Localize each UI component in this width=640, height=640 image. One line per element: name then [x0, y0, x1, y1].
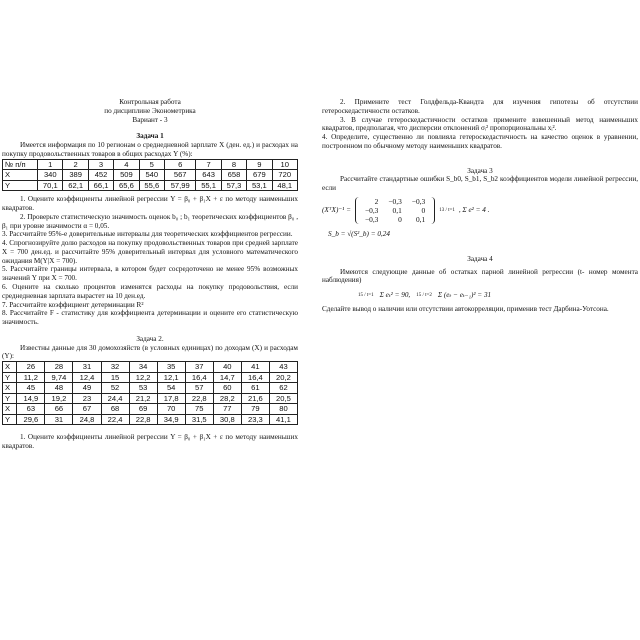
- table-row: [3, 170, 298, 181]
- table-cell: 15: [101, 372, 129, 383]
- task3-matrix-lhs: (XᵀX)⁻¹ =: [322, 206, 351, 215]
- table-cell: 66,1: [88, 180, 113, 191]
- task1-item-1: 1. Оцените коэффициенты линейной регрессии Y = β₀ + β₁X + ε по методу наименьших квадратов.: [2, 195, 298, 212]
- task2-item-2: 2. Примените тест Голдфельда-Квандта для изучения гипотезы об отсутствии гетероскедастичности остатков.: [322, 98, 638, 115]
- table-cell: 3: [88, 159, 113, 170]
- table-cell: 12,2: [129, 372, 157, 383]
- left-column: [2, 98, 298, 451]
- table-cell: 23,3: [241, 414, 269, 425]
- table-cell: 41,1: [269, 414, 297, 425]
- table-cell: 12,4: [73, 372, 101, 383]
- matrix-cell: 0,1: [392, 206, 402, 216]
- table-cell: 16,4: [241, 372, 269, 383]
- table-cell: 61: [241, 383, 269, 394]
- table-cell: 17,8: [157, 393, 185, 404]
- table-cell: X: [3, 170, 38, 181]
- table-cell: 31,5: [185, 414, 213, 425]
- matrix-cell: −0,3: [364, 215, 379, 225]
- table-cell: 34,9: [157, 414, 185, 425]
- table-row: [3, 159, 298, 170]
- table-row: [3, 404, 298, 415]
- table-cell: 65,6: [114, 180, 139, 191]
- table-cell: 49: [73, 383, 101, 394]
- task4-conclusion: Сделайте вывод о наличии или отсутствии автокорреляции, применив тест Дарбина-Уотсона.: [322, 305, 609, 314]
- table-cell: 8: [221, 159, 246, 170]
- formula1-limits: 15 / t=1: [358, 292, 374, 298]
- task1-item-6: 6. Оцените на сколько процентов изменятся расходы на покупку продовольствия, если среднедневная зарплата вырастет на 10 ден.ед.: [2, 283, 298, 300]
- task2-item-4: 4. Определите, существенно ли повлияла гетероскедастичность на качество оценок в уравнении, построенном по обычному методу наименьших квадратов.: [322, 133, 638, 150]
- table-cell: 26: [17, 362, 45, 373]
- table-cell: 679: [247, 170, 272, 181]
- table-cell: 54: [157, 383, 185, 394]
- task2-intro: Известны данные для 30 домохозяйств (в условных единицах) по доходам (X) и расходам (Y):: [2, 343, 298, 361]
- matrix-cell: 0,1: [415, 215, 426, 225]
- table-cell: 67: [73, 404, 101, 415]
- doc-title: Контрольная работа: [119, 98, 181, 106]
- formula2-limits: 15 / t=2: [416, 292, 432, 298]
- table-cell: 80: [269, 404, 297, 415]
- table-row: [3, 393, 298, 404]
- table-cell: 658: [221, 170, 246, 181]
- table-cell: № п/п: [3, 159, 38, 170]
- table-cell: 57: [185, 383, 213, 394]
- table-cell: 1: [38, 159, 63, 170]
- table-cell: 28: [45, 362, 73, 373]
- task3-sum-limits: [439, 208, 455, 214]
- table-row: [3, 180, 298, 191]
- table-cell: 20,5: [269, 393, 297, 404]
- table-cell: X: [3, 362, 17, 373]
- table-cell: 70: [157, 404, 185, 415]
- table-row: [3, 383, 298, 394]
- table-cell: X: [3, 383, 17, 394]
- table-cell: 19,2: [45, 393, 73, 404]
- task1-title: Задача 1: [136, 132, 164, 141]
- task4-text: Имеются следующие данные об остатках парной линейной регрессии (t- номер момента наблюдения): [322, 267, 638, 285]
- task2-item-3: 3. В случае гетероскедастичности остатков примените взвешенный метод наименьших квадратов, предполагая, что дисперсии отклонений σᵢ² пропорциональны xᵢ².: [322, 115, 638, 133]
- task3-sum: , Σ e² = 4 .: [458, 206, 490, 215]
- table-cell: 10: [272, 159, 297, 170]
- table-cell: 77: [213, 404, 241, 415]
- table-cell: 4: [114, 159, 139, 170]
- table-cell: 21,6: [241, 393, 269, 404]
- table-cell: 52: [101, 383, 129, 394]
- table-cell: 31: [73, 362, 101, 373]
- task1-item-4: 4. Спрогнозируйте долю расходов на покупку продовольственных товаров при средней зарплате X = 700 ден.ед. и рассчитайте 95% доверительный интервал для условного математического ожидания M(Y|X = 700).: [2, 239, 298, 265]
- task1-item-7: 7. Рассчитайте коэффициент детерминации R²: [2, 300, 144, 309]
- task3-matrix: [355, 197, 435, 224]
- matrix-cell: 0: [398, 215, 402, 225]
- table-cell: 69: [129, 404, 157, 415]
- table-cell: 9: [247, 159, 272, 170]
- doc-discipline: по дисциплине Эконометрика: [104, 106, 196, 115]
- table-row: [3, 362, 298, 373]
- table-cell: 30,8: [213, 414, 241, 425]
- matrix-cell: −0,3: [388, 197, 402, 207]
- table-cell: 28,2: [213, 393, 241, 404]
- table-cell: 22,4: [101, 414, 129, 425]
- table-cell: Y: [3, 414, 17, 425]
- table-row: [3, 372, 298, 383]
- task2-title: Задача 2.: [136, 334, 164, 343]
- table-cell: 29,6: [17, 414, 45, 425]
- table-cell: Y: [3, 372, 17, 383]
- task1-item-3: 3. Рассчитайте 95%-е доверительные интервалы для теоретических коэффициентов регрессии.: [2, 230, 293, 239]
- task3-title: Задача 3: [467, 166, 493, 175]
- table-cell: 62,1: [63, 180, 88, 191]
- table-cell: 7: [196, 159, 221, 170]
- table-cell: 45: [17, 383, 45, 394]
- table-cell: 11,2: [17, 372, 45, 383]
- table-cell: 40: [213, 362, 241, 373]
- table-cell: Y: [3, 180, 38, 191]
- table-cell: 540: [139, 170, 164, 181]
- right-column: [322, 98, 638, 314]
- table-cell: 509: [114, 170, 139, 181]
- task3-sbe: S_b = √(S²_b) = 0,24: [328, 230, 390, 239]
- task4-formulas: [322, 291, 638, 300]
- table-row: [3, 414, 298, 425]
- table-cell: 452: [88, 170, 113, 181]
- table-cell: 48,1: [272, 180, 297, 191]
- table-cell: 53: [129, 383, 157, 394]
- table-cell: 9,74: [45, 372, 73, 383]
- table-cell: 68: [101, 404, 129, 415]
- task2-table: [2, 361, 298, 425]
- table-cell: 53,1: [247, 180, 272, 191]
- table-cell: 79: [241, 404, 269, 415]
- table-cell: 23: [73, 393, 101, 404]
- table-cell: 55,1: [196, 180, 221, 191]
- task2-item-1: 1. Оцените коэффициенты линейной регрессии Y = β₀ + β₁X + ε по методу наименьших квадратов.: [2, 433, 298, 451]
- table-cell: 57,3: [221, 180, 246, 191]
- table-cell: X: [3, 404, 17, 415]
- table-cell: 48: [45, 383, 73, 394]
- table-cell: 21,2: [129, 393, 157, 404]
- table-cell: 720: [272, 170, 297, 181]
- task1-table: [2, 159, 298, 192]
- matrix-cell: 0: [421, 206, 426, 216]
- table-cell: 55,6: [139, 180, 164, 191]
- table-cell: 20,2: [269, 372, 297, 383]
- table-cell: 643: [196, 170, 221, 181]
- doc-variant: Вариант - 3: [132, 115, 168, 124]
- task1-intro: Имеется информация по 10 регионам о среднедневной зарплате X (ден. ед.) и расходах на покупку продовольственных товаров в общих расходах Y (%):: [2, 141, 298, 158]
- table-cell: 2: [63, 159, 88, 170]
- table-cell: 63: [17, 404, 45, 415]
- table-cell: 57,99: [164, 180, 195, 191]
- table-cell: 75: [185, 404, 213, 415]
- table-cell: 70,1: [38, 180, 63, 191]
- table-cell: 32: [101, 362, 129, 373]
- table-cell: 31: [45, 414, 73, 425]
- table-cell: 43: [269, 362, 297, 373]
- table-cell: Y: [3, 393, 17, 404]
- table-cell: 66: [45, 404, 73, 415]
- table-cell: 14,7: [213, 372, 241, 383]
- table-cell: 16,4: [185, 372, 213, 383]
- table-cell: 12,1: [157, 372, 185, 383]
- matrix-cell: −0,3: [411, 197, 426, 207]
- table-cell: 35: [157, 362, 185, 373]
- task3-text: Рассчитайте стандартные ошибки S_b0, S_b1, S_b2 коэффициентов модели линейной регрессии, если: [322, 175, 638, 193]
- table-cell: 389: [63, 170, 88, 181]
- table-cell: 24,8: [73, 414, 101, 425]
- table-cell: 340: [38, 170, 63, 181]
- task1-item-8: 8. Рассчитайте F - статистику для коэффициента детерминации и оцените его статистическую значимость.: [2, 309, 298, 327]
- table-cell: 34: [129, 362, 157, 373]
- table-cell: 24,4: [101, 393, 129, 404]
- task4-formula-1: Σ eₜ² = 90,: [379, 291, 411, 300]
- table-cell: 62: [269, 383, 297, 394]
- table-cell: 6: [164, 159, 195, 170]
- table-cell: 22,8: [185, 393, 213, 404]
- table-cell: 5: [139, 159, 164, 170]
- table-cell: 14,9: [17, 393, 45, 404]
- task4-formula-2: Σ (eₜ − eₜ₋₁)² = 31: [437, 291, 492, 300]
- table-cell: 567: [164, 170, 195, 181]
- table-cell: 41: [241, 362, 269, 373]
- sum-limits-label: 13 / t=1: [439, 207, 455, 213]
- matrix-cell: 2: [374, 197, 379, 207]
- task1-item-5: 5. Рассчитайте границы интервала, в котором будет сосредоточено не менее 95% возможных значений Y при X = 700.: [2, 265, 298, 283]
- matrix-cell: −0,3: [364, 206, 379, 216]
- task4-title: Задача 4: [467, 254, 493, 263]
- table-cell: 22,8: [129, 414, 157, 425]
- task1-item-2: 2. Проверьте статистическую значимость оценок b₀ ; b₁ теоретических коэффициентов β₀ , β₁ при уровне значимости α = 0,05.: [2, 212, 298, 230]
- table-cell: 60: [213, 383, 241, 394]
- task3-formula: [322, 197, 638, 224]
- table-cell: 37: [185, 362, 213, 373]
